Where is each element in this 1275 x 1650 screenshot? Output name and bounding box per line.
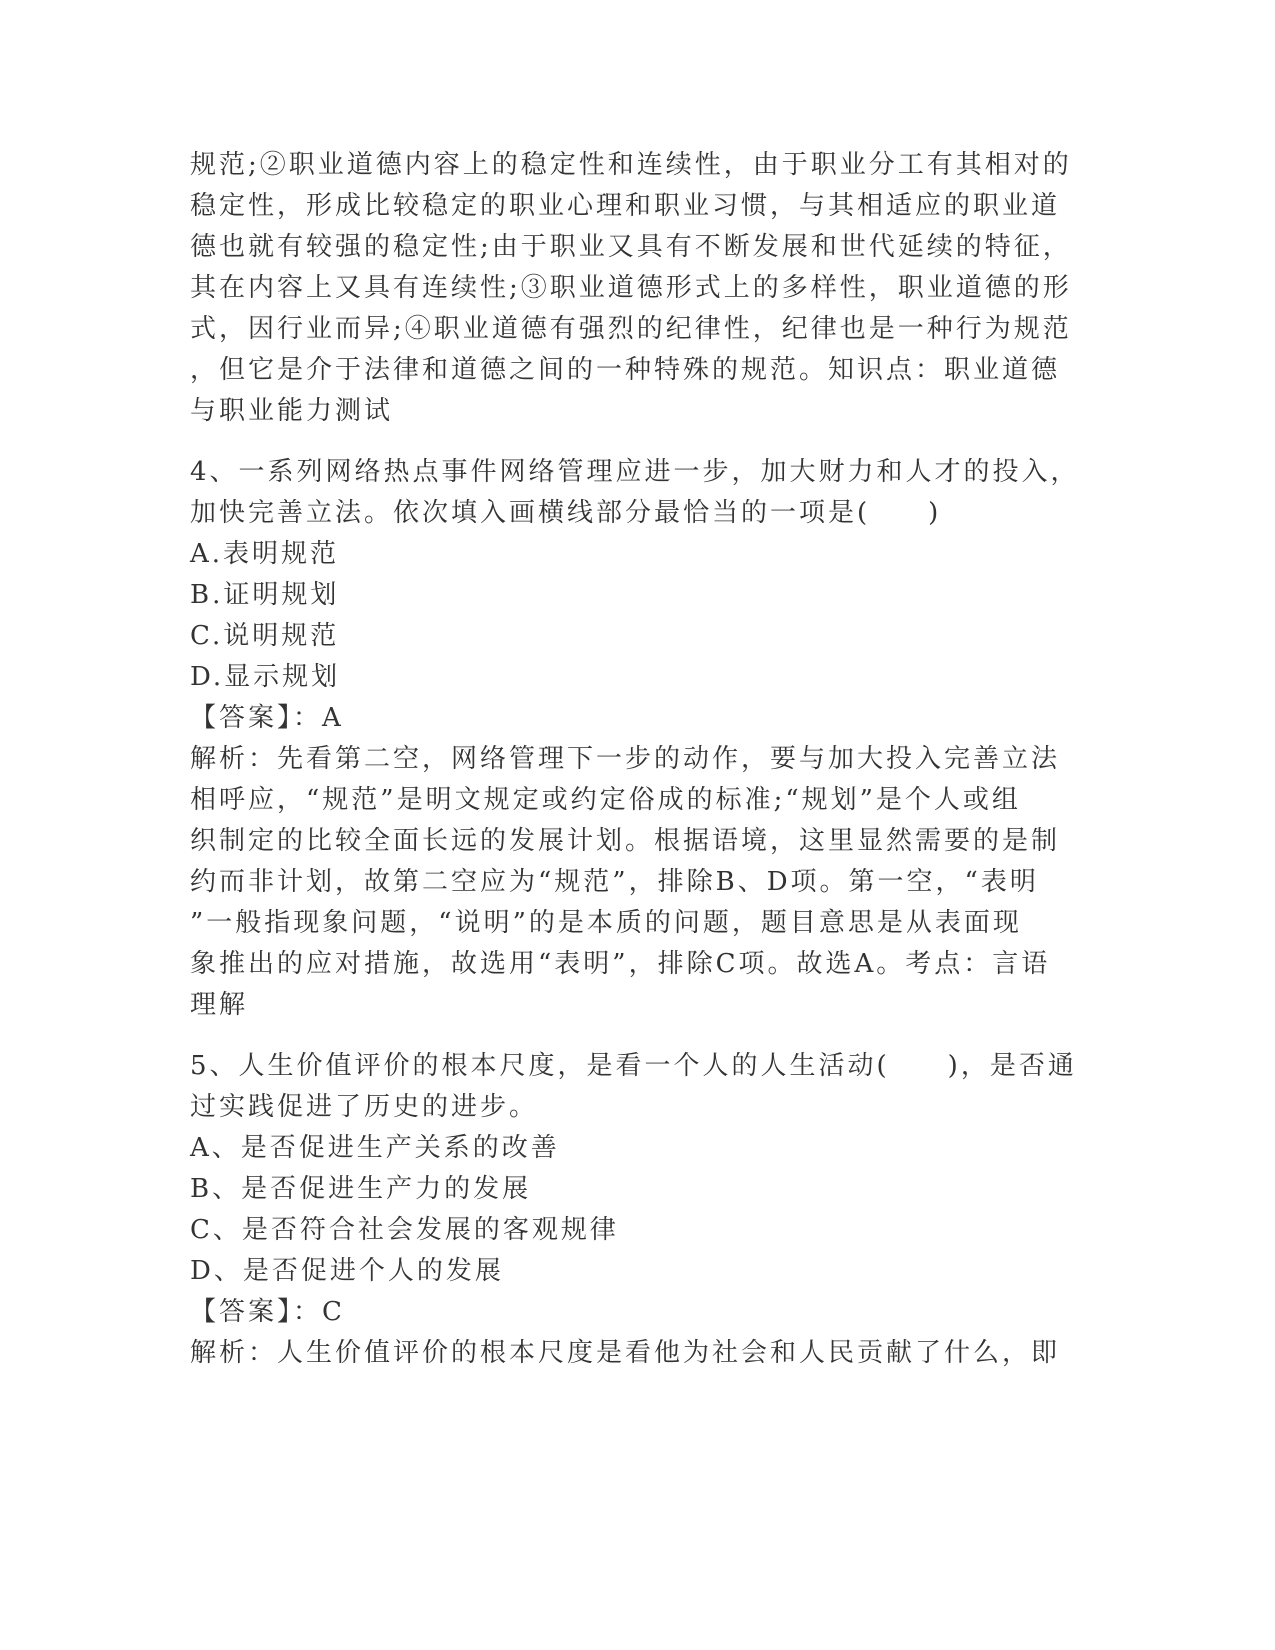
question-4-stem: 加快完善立法。依次填入画横线部分最恰当的一项是( ) xyxy=(190,498,942,528)
option-a: A.表明规范 xyxy=(190,539,340,569)
analysis-line: 织制定的比较全面长远的发展计划。根据语境，这里显然需要的是制 xyxy=(190,826,1061,856)
option-b: B.证明规划 xyxy=(190,580,340,610)
text-line: 稳定性，形成比较稳定的职业心理和职业习惯，与其相适应的职业道 xyxy=(190,191,1061,221)
answer-line: 【答案】：A xyxy=(190,703,344,733)
option-d: D、是否促进个人的发展 xyxy=(190,1256,504,1286)
option-d: D.显示规划 xyxy=(190,662,341,692)
text-line: 其在内容上又具有连续性;③职业道德形式上的多样性，职业道德的形 xyxy=(190,273,1072,303)
text-line: 德也就有较强的稳定性;由于职业又具有不断发展和世代延续的特征， xyxy=(190,232,1072,262)
analysis-line: 象推出的应对措施，故选用“表明”，排除C项。故选A。考点：言语 xyxy=(190,949,1051,979)
analysis-line: 理解 xyxy=(190,990,249,1020)
option-c: C.说明规范 xyxy=(190,621,340,651)
analysis-line: 相呼应，“规范”是明文规定或约定俗成的标准;“规划”是个人或组 xyxy=(190,785,1021,815)
analysis-line: 约而非计划，故第二空应为“规范”，排除B、D项。第一空，“表明 xyxy=(190,867,1039,897)
option-c: C、是否符合社会发展的客观规律 xyxy=(190,1215,619,1245)
analysis-line: ”一般指现象问题，“说明”的是本质的问题，题目意思是从表面现 xyxy=(190,908,1022,938)
question-5-stem: 5、人生价值评价的根本尺度，是看一个人的人生活动( )，是否通 xyxy=(190,1051,1077,1081)
question-4-stem: 4、一系列网络热点事件网络管理应进一步，加大财力和人才的投入， xyxy=(190,457,1080,487)
option-a: A、是否促进生产关系的改善 xyxy=(190,1133,560,1163)
text-line: 式，因行业而异;④职业道德有强烈的纪律性，纪律也是一种行为规范 xyxy=(190,314,1072,344)
text-line: ，但它是介于法律和道德之间的一种特殊的规范。知识点：职业道德 xyxy=(190,355,1061,385)
text-line: 与职业能力测试 xyxy=(190,396,394,426)
text-line: 规范;②职业道德内容上的稳定性和连续性，由于职业分工有其相对的 xyxy=(190,150,1072,180)
question-5-stem: 过实践促进了历史的进步。 xyxy=(190,1092,539,1122)
option-b: B、是否促进生产力的发展 xyxy=(190,1174,532,1204)
analysis-line: 解析：先看第二空，网络管理下一步的动作，要与加大投入完善立法 xyxy=(190,744,1061,774)
analysis-line: 解析：人生价值评价的根本尺度是看他为社会和人民贡献了什么，即 xyxy=(190,1338,1061,1368)
answer-line: 【答案】：C xyxy=(190,1297,345,1327)
